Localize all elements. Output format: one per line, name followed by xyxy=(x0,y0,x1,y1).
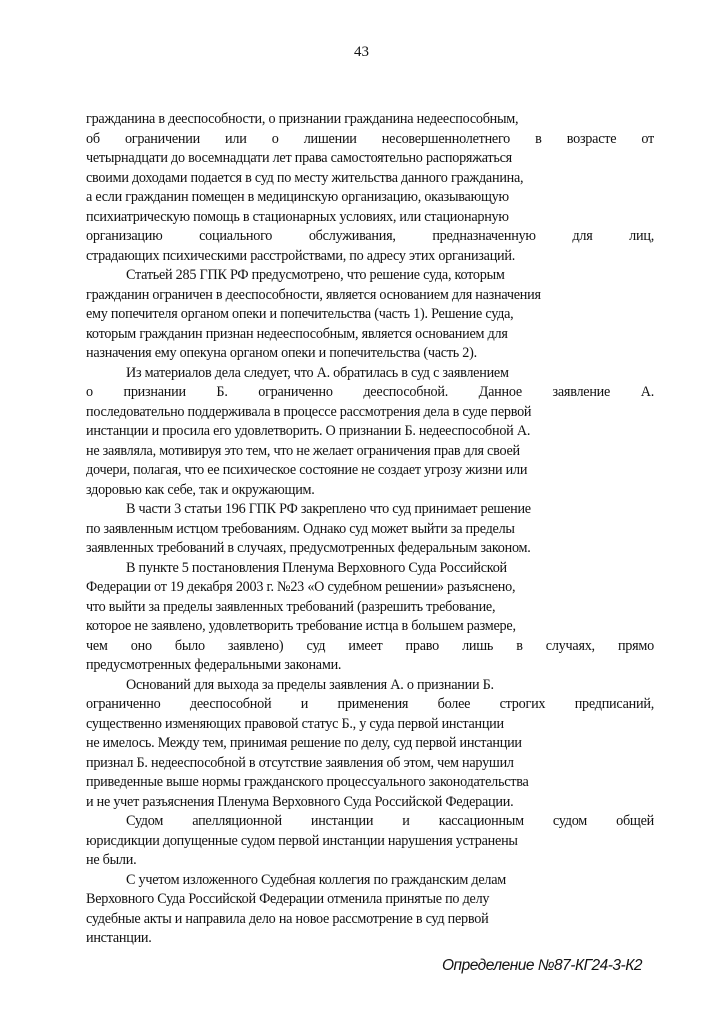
text-line: заявленных требований в случаях, предусмотренных федеральным законом. xyxy=(86,540,531,556)
text-line: В части 3 статьи 196 ГПК РФ закреплено что суд принимает решение xyxy=(126,501,531,517)
text-line: юрисдикции допущенные судом первой инстанции нарушения устранены xyxy=(86,832,518,849)
text-line: Статьей 285 ГПК РФ предусмотрено, что решение суда, которым xyxy=(126,267,505,283)
text-line: приведенные выше нормы гражданского процессуального законодательства xyxy=(86,774,529,790)
text-line: чем оно было заявлено) суд имеет право лишь в случаях, прямо xyxy=(86,637,654,654)
text-line: что выйти за пределы заявленных требований (разрешить требование, xyxy=(86,598,496,615)
text-line: и не учет разъяснения Пленума Верховного Суда Российской Федерации. xyxy=(86,793,514,810)
text-line: назначения ему опекуна органом опеки и попечительства (часть 2). xyxy=(86,345,477,361)
text-line: а если гражданин помещен в медицинскую организацию, оказывающую xyxy=(86,189,509,205)
text-line: последовательно поддерживала в процессе рассмотрения дела в суде первой xyxy=(86,403,532,420)
text-line: об ограничении или о лишении несовершеннолетнего в возрасте от xyxy=(86,130,654,147)
text-line: Федерации от 19 декабря 2003 г. №23 «О судебном решении» разъяснено, xyxy=(86,579,516,595)
text-line: судебные акты и направила дело на новое рассмотрение в суд первой xyxy=(86,910,489,927)
text-line: своими доходами подается в суд по месту жительства данного гражданина, xyxy=(86,169,524,186)
text-line: не заявляла, мотивируя это тем, что не желает ограничения прав для своей xyxy=(86,442,520,459)
text-line: по заявленным истцом требованиям. Однако суд может выйти за пределы xyxy=(86,520,515,537)
text-line: существенно изменяющих правовой статус Б., у суда первой инстанции xyxy=(86,715,504,732)
text-line: инстанции и просила его удовлетворить. О признании Б. недееспособной А. xyxy=(86,423,531,439)
text-line: четырнадцати до восемнадцати лет права самостоятельно распоряжаться xyxy=(86,150,512,166)
text-line: Оснований для выхода за пределы заявления А. о признании Б. xyxy=(126,676,494,693)
text-line: гражданин ограничен в дееспособности, является основанием для назначения xyxy=(86,286,541,303)
text-line: В пункте 5 постановления Пленума Верховного Суда Российской xyxy=(126,559,507,576)
text-line: о признании Б. ограниченно дееспособной. Данное заявление А. xyxy=(86,384,654,400)
text-line: Из материалов дела следует, что А. обратилась в суд с заявлением xyxy=(126,364,509,381)
text-line: Судом апелляционной инстанции и кассационным судом общей xyxy=(126,813,654,829)
text-line: страдающих психическими расстройствами, по адресу этих организаций. xyxy=(86,247,516,264)
text-line: инстанции. xyxy=(86,930,152,946)
text-line: признал Б. недееспособной в отсутствие заявления об этом, чем нарушил xyxy=(86,754,514,771)
text-line: не имелось. Между тем, принимая решение по делу, суд первой инстанции xyxy=(86,735,522,751)
text-line: которое не заявлено, удовлетворить требование истца в большем размере, xyxy=(86,618,516,634)
text-line: С учетом изложенного Судебная коллегия по гражданским делам xyxy=(126,871,507,888)
text-line: которым гражданин признан недееспособным, является основанием для xyxy=(86,325,508,342)
text-line: здоровью как себе, так и окружающим. xyxy=(86,481,315,498)
text-line: организацию социального обслуживания, предназначенную для лиц, xyxy=(86,228,654,244)
text-line: ограниченно дееспособной и применения более строгих предписаний, xyxy=(86,696,654,712)
text-line: Верховного Суда Российской Федерации отменила принятые по делу xyxy=(86,891,490,907)
text-line: дочери, полагая, что ее психическое состояние не создает угрозу жизни или xyxy=(86,462,528,478)
text-line: не были. xyxy=(86,852,137,868)
page-number: 43 xyxy=(354,44,369,60)
text-line: ему попечителя органом опеки и попечительства (часть 1). Решение суда, xyxy=(86,306,514,322)
text-line: гражданина в дееспособности, о признании гражданина недееспособным, xyxy=(86,111,519,127)
text-line: психиатрическую помощь в стационарных условиях, или стационарную xyxy=(86,208,509,225)
document-reference-footer: Определение №87-КГ24-3-К2 xyxy=(442,957,642,974)
text-line: предусмотренных федеральными законами. xyxy=(86,657,342,673)
